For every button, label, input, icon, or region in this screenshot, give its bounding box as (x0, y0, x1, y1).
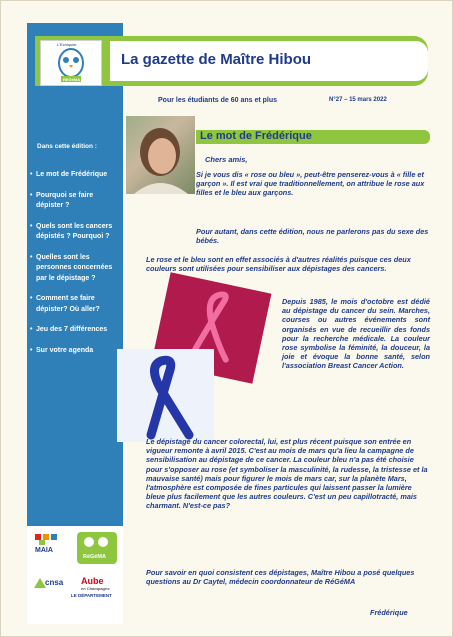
greeting: Chers amis, (205, 155, 248, 164)
aube-logo (71, 576, 121, 604)
departement-label: LE DÉPARTEMENT (71, 593, 112, 598)
paragraph-5: Le dépistage du cancer colorectal, lui, est plus récent puisque son entrée en vigueur remonte à avril 2015. C'est au mois de mars qu'a lieu la campagne de sensibilisation au dépistage de ce cancer. La couleur bleu n'a pas été choisie pour s'opposer au rose (et symboliser la masculinité, la rudesse, la tristesse et la mauvaise santé) mais pour figurer le mois de mars car, sur la planète Mars, l'atmosphère est composée de fines particules qui laissent passer la lumière bleue plus facilement que les autres couleurs. C'est un peu capillotracté, mais charmant. N'est-ce pas? (146, 437, 428, 511)
regema-logo (77, 532, 117, 564)
toc-item[interactable]: • Quelles sont les personnes concernées par le dépistage ? (30, 253, 122, 285)
toc-item[interactable]: • Jeu des 7 différences (30, 325, 122, 336)
aube-sub: en Champagne (81, 586, 110, 591)
section-title: Le mot de Frédérique (200, 130, 312, 142)
toc-item[interactable]: • Le mot de Frédérique (30, 170, 122, 181)
partner-logos (27, 526, 123, 624)
maia-logo (33, 532, 63, 560)
sidebar-heading: Dans cette édition : (37, 143, 97, 150)
puzzle-icon (77, 532, 117, 554)
section-heading (196, 130, 430, 144)
paragraph-6: Pour savoir en quoi consistent ces dépistages, Maître Hibou a posé quelques questions au Dr Caytel, médecin coordonnateur de RéGéMA (146, 568, 415, 587)
toc-item[interactable]: • Quels sont les cancers dépistés ? Pourquoi ? (30, 222, 122, 243)
maia-icon (33, 532, 63, 546)
author-photo (126, 116, 195, 194)
toc-item[interactable]: • Pourquoi se faire dépister ? (30, 191, 122, 212)
logo-top-text: L'Echiquier (57, 42, 77, 47)
issue-number: N°27 – 15 mars 2022 (329, 97, 387, 103)
paragraph-2: Pour autant, dans cette édition, nous ne parlerons pas du sexe des bébés. (196, 227, 429, 246)
maia-label: MAIA (35, 547, 53, 554)
table-of-contents (30, 170, 122, 366)
toc-item[interactable]: • Sur votre agenda (30, 346, 122, 357)
gazette-subtitle: Pour les étudiants de 60 ans et plus (158, 97, 278, 104)
gazette-logo (40, 40, 102, 86)
regema-label: RéGéMA (83, 554, 106, 560)
paragraph-4: Depuis 1985, le mois d'octobre est dédié au dépistage du cancer du sein. Marches, courses ou autres événements sont organisés en vue de recueillir des fonds pour la recherche médicale. La couleur rose symbolise la féminité, la douceur, la joie et évoque la bonne santé, selon l'association Breast Cancer Action. (282, 297, 430, 371)
author-portrait-icon (126, 116, 195, 194)
toc-item[interactable]: • Comment se faire dépister? Où aller? (30, 294, 122, 315)
paragraph-1: Si je vous dis « rose ou bleu », peut-être penserez-vous à « fille et garçon ». Il est vrai que traditionnellement, on attribue le rose aux filles et le bleu aux garçons. (196, 170, 425, 198)
cnsa-logo (33, 576, 67, 602)
blue-ribbon-icon (117, 349, 214, 442)
paragraph-3: Le rose et le bleu sont en effet associés à d'autres réalités puisque ces deux couleurs sont utilisées pour sensibiliser aux dépistages des cancers. (146, 255, 411, 274)
blue-ribbon-image (117, 349, 214, 442)
gazette-title: La gazette de Maître Hibou (121, 51, 312, 68)
logo-bottom-text: REGéMA (63, 77, 81, 82)
aube-label: Aube (81, 576, 104, 586)
cnsa-label: cnsa (45, 578, 64, 587)
signature: Frédérique (370, 608, 408, 617)
